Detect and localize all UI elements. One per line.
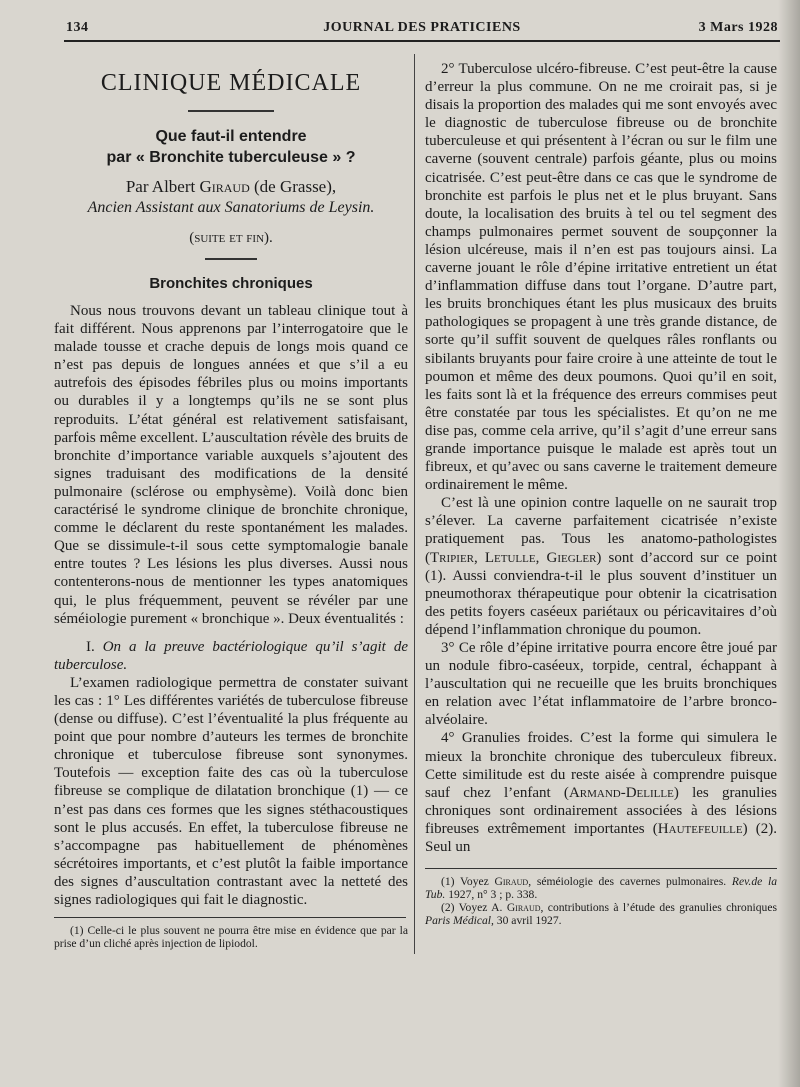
paragraph [425, 729, 777, 856]
paragraph: L’examen radiologique permettra de constater suivant les cas : 1° Les différentes variétés de tuberculose fibreuse (dense ou diffuse). C’est l’éventualité la plus fréquente au point que pour nombre d’auteurs les termes de bronchite chronique et tuberculose fibreuse sont synonymes. Toutefois — exception faite des cas où la tuberculose fibreuse se complique de dilatation bronchique (1) — ce n’est pas dans ces formes que les signes stéthacoustiques sont le plus accusés. En effet, la tuberculose fibreuse ne s’accompagne pas habituellement de phénomènes sécrétoires importants, et c’est plutôt la faible importance des signes d’auscultation contrastant avec la netteté des signes radiologiques qui fait le diagnostic. [54, 674, 408, 908]
subsection-text: On a la preuve bactériologique qu’il s’agit de tuberculose. [54, 638, 408, 673]
text-run: 30 avril 1927. [493, 914, 562, 928]
author-name: Giegler [546, 549, 597, 566]
subsection-heading [54, 638, 408, 674]
header-rule [64, 40, 780, 42]
continuation-note: (suite et fin). [189, 230, 273, 246]
page-edge-shadow [778, 0, 800, 1087]
article-title-line1: Que faut-il entendre [155, 128, 307, 145]
paragraph: Nous nous trouvons devant un tableau clinique tout à fait différent. Nous apprenons par l’interrogatoire que le malade tousse et crache depuis de longs mois quand ce n’est pas depuis de longues années et que s’il a eu autrefois des épisodes fébriles plus ou moins importants ou durables il y a longtemps qu’ils ne se sont plus reproduits. L’état général est relativement satisfaisant, parfois même excellent. L’auscultation révèle des bruits de bronchite d’importance variable auxquels s’ajoutent des signes traduisant des modifications de la densité pulmonaire (sclérose ou emphysème). Voilà donc bien caractérisé le syndrome clinique de bronchite chronique, comme le déclarent du reste spontanément les malades. Que se dissimule-t-il sous cette symptomalogie banale entre toutes ? Les lésions les plus diverses. Aussi nous contenterons-nous de mentionner les types anatomiques qui, le plus fréquemment, peuvent se révéler par une séméiologie purement « bronchique ». Deux éventualités : [54, 303, 408, 627]
separator: , [535, 549, 547, 566]
text-run: (1) Voyez [441, 875, 495, 889]
article-title-line2: par « Bronchite tuberculeuse » ? [106, 149, 356, 166]
section-heading: Bronchites chroniques [149, 275, 313, 292]
author-prefix: Par Albert [125, 177, 200, 196]
text-run: (2) Voyez A. [441, 901, 507, 915]
right-column [425, 60, 777, 927]
author-name: Giraud [494, 875, 529, 889]
footnote-rule [425, 868, 777, 869]
author-name: Giraud [199, 177, 250, 196]
author-name: Tripier [430, 549, 474, 566]
subsection-number: I. [85, 638, 103, 655]
footnote: (1) Celle-ci le plus souvent ne pourra être mise en évidence que par la prise d’un cliché après injection de lipiodol. [54, 924, 408, 951]
issue-date: 3 Mars 1928 [698, 20, 778, 35]
title-rule [188, 110, 274, 112]
paragraph [425, 494, 777, 639]
text-run: ) sont d’accord sur ce point (1). Aussi conviendra-t-il le plus souvent d’instituer un pneumothorax thérapeutique pour obtenir la cicatrisation des petits foyers caséeux pariétaux ou péricavitaires d’où dépend l’inflammation chronique du poumon. [425, 549, 778, 638]
text-run: ) les granulies chroniques sont ordinairement associées à des lésions fibreuses extrêmement importantes ( [425, 784, 778, 837]
separator: , [474, 549, 485, 566]
journal-name: Rev.de la Tub. [425, 875, 777, 902]
text-run: , séméiologie des cavernes pulmonaires. [528, 875, 732, 889]
section-title: CLINIQUE MÉDICALE [100, 70, 362, 96]
author-name: Hautefeuille [657, 820, 743, 837]
page-number: 134 [66, 20, 89, 35]
left-column [54, 62, 408, 950]
text-run: 1927, n° 3 ; p. 338. [445, 888, 538, 902]
author-name: Giraud [506, 901, 541, 915]
text-run: , contributions à l’étude des granulies chroniques [540, 901, 777, 915]
author-name: Armand-Delille [568, 784, 674, 801]
author-name: Letulle [484, 549, 536, 566]
section-rule [205, 258, 257, 260]
author-line [54, 176, 408, 197]
text-run: 4° Granulies froides. C’est la forme qui simulera le mieux la bronchite chronique des tuberculeux fibreux. Cette similitude est du reste aisée à comprendre puisque sauf chez l’enfant ( [425, 730, 777, 801]
paragraph: 2° Tuberculose ulcéro-fibreuse. C’est peut-être la cause d’erreur la plus commune. On ne me croirait pas, si je disais la proportion des malades qui me sont envoyés avec le diagnostic de tuberculose fibreuse ou de bronchite tuberculeuse et qui présentent à l’écran ou sur le film une caverne (souvent centrale) parfois géante, plus ou moins cicatrisée. C’est peut-être dans ce cas que le syndrome de bronchite est parfois le plus net et le plus bruyant. Sans doute, la localisation des bruits à tel ou tel segment des champs pulmonaires permet souvent de soupçonner la lésion ulcéreuse, mais il n’en est pas toujours ainsi. La caverne jouant le rôle d’épine irritative entretient un état d’inflammation diffuse dans tout l’organe. D’autre part, les bruits bronchiques étant les plus musicaux des bruits pathologiques se propagent à une très grande distance, de sorte qu’il suffit souvent de quelques râles ronflants ou sibilants bruyants pour faire croire à une atteinte de tout le poumon et même des deux poumons. Quoi qu’il en soit, les faits sont là et la fréquence des erreurs commises peut être constatée par tous les spécialistes. Et qu’on ne me dise pas, comme cela arrive, qu’il s’agit d’une erreur sans grande importance puisque le malade est après tout un fibreux, et qu’avec ou sans caverne le traitement demeure ordinairement le même. [425, 61, 777, 494]
column-divider [414, 54, 415, 954]
footnote-rule [54, 917, 406, 918]
running-header [66, 20, 778, 42]
journal-name: Paris Médical, [425, 914, 494, 928]
paragraph: 3° Ce rôle d’épine irritative pourra encore être joué par un nodule fibro-caséeux, torpide, central, échappant à l’auscultation qui ne recueille que les bruits bronchiques en relation avec l’état inflammatoire de l’arbre bronco-alvéolaire. [425, 640, 777, 729]
author-suffix: (de Grasse), [249, 177, 337, 196]
footnote [425, 875, 777, 901]
text-run: C’est là une opinion contre laquelle on ne saurait trop s’élever. La caverne parfaitement cicatrisée n’existe pratiquement pas. Tous les anatomo-pathologistes ( [425, 495, 777, 566]
footnote [425, 901, 777, 927]
author-affiliation: Ancien Assistant aux Sanatoriums de Leysin. [87, 199, 375, 216]
text-run: ) (2). Seul un [425, 820, 777, 856]
journal-title: JOURNAL DES PRATICIENS [323, 20, 521, 35]
